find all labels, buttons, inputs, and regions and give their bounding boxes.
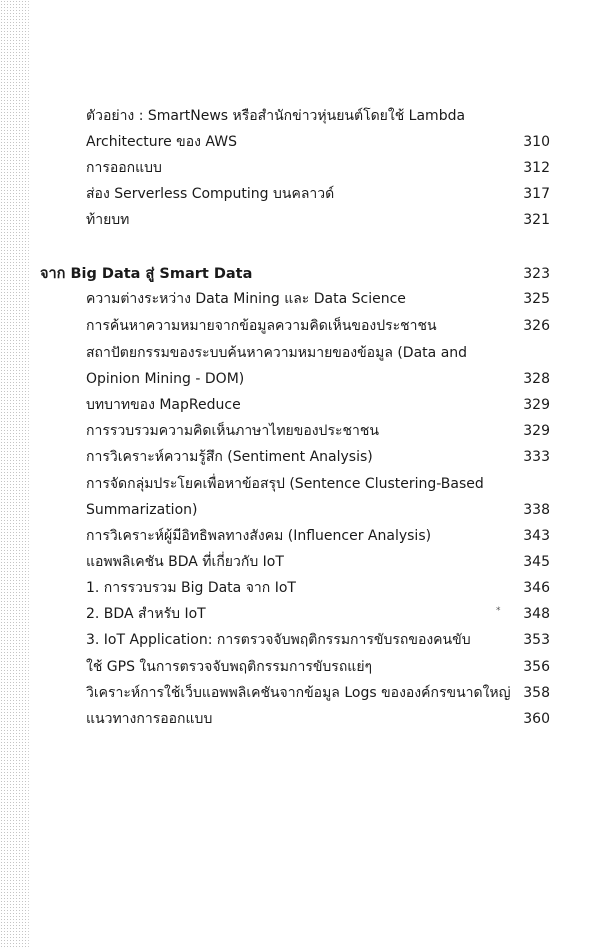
toc-entry — [40, 104, 570, 128]
toc-entry — [40, 655, 570, 679]
toc-entry — [40, 445, 570, 469]
toc-entry — [40, 156, 570, 180]
toc-entry — [40, 182, 570, 206]
toc-entry-page: 333 — [523, 449, 550, 465]
toc-entry-page: 328 — [523, 371, 550, 387]
toc-entry-text: การวิเคราะห์ผู้มีอิทธิพลทางสังคม (Influencer Analysis) — [86, 528, 432, 544]
toc-entry-page: 323 — [523, 266, 550, 282]
toc-entry-text: Architecture ของ AWS — [86, 134, 237, 150]
toc-entry-page: 329 — [523, 423, 550, 439]
toc-entry-page: 358 — [523, 685, 550, 701]
toc-entry-page: 348 — [523, 606, 550, 622]
toc-entry — [40, 367, 570, 391]
toc-entry-page: 343 — [523, 528, 550, 544]
toc-entry — [40, 208, 570, 232]
toc-entry-page: 360 — [523, 711, 550, 727]
toc-entry-text: ท้ายบท — [86, 212, 130, 228]
toc-entry — [40, 602, 570, 626]
toc-entry-text: 2. BDA สำหรับ IoT — [86, 606, 206, 622]
toc-entry — [40, 628, 570, 652]
toc-entry — [40, 130, 570, 154]
toc-entry-text: การค้นหาความหมายจากข้อมูลความคิดเห็นของประชาชน — [86, 318, 437, 334]
page-edge-fade — [26, 0, 40, 949]
toc-entry-page: 310 — [523, 134, 550, 150]
toc-entry-page: 325 — [523, 291, 550, 307]
toc-entry-text: วิเคราะห์การใช้เว็บแอพพลิเคชันจากข้อมูล Logs ขององค์กรขนาดใหญ่ — [86, 685, 511, 701]
toc-entry — [40, 472, 570, 496]
toc-entry-text: บทบาทของ MapReduce — [86, 397, 241, 413]
toc-entry-text: การจัดกลุ่มประโยคเพื่อหาข้อสรุป (Sentence Clustering-Based — [86, 476, 484, 492]
toc-entry — [40, 550, 570, 574]
toc-entry-page: 345 — [523, 554, 550, 570]
toc-entry-page: 326 — [523, 318, 550, 334]
toc-entry-page: 338 — [523, 502, 550, 518]
toc-entry-page: 346 — [523, 580, 550, 596]
toc-entry — [40, 681, 570, 705]
toc-entry-text: แนวทางการออกแบบ — [86, 711, 213, 727]
toc-entry — [40, 287, 570, 311]
toc-entry-text: การวิเคราะห์ความรู้สึก (Sentiment Analysis) — [86, 449, 373, 465]
toc-entry-text: 1. การรวบรวม Big Data จาก IoT — [86, 580, 296, 596]
toc-entry-text: การรวบรวมความคิดเห็นภาษาไทยของประชาชน — [86, 423, 379, 439]
toc-entry-text: ส่อง Serverless Computing บนคลาวด์ — [86, 186, 335, 202]
toc-entry-page: 356 — [523, 659, 550, 675]
toc-entry — [40, 341, 570, 365]
toc-entry-page: 321 — [523, 212, 550, 228]
toc-entry-text: สถาปัตยกรรมของระบบค้นหาความหมายของข้อมูล (Data and — [86, 345, 468, 361]
toc-entry-text: 3. IoT Application: การตรวจจับพฤติกรรมการขับรถของคนขับ — [86, 632, 471, 648]
table-of-contents — [40, 0, 570, 949]
toc-entry — [40, 314, 570, 338]
toc-entry-text: Opinion Mining - DOM) — [86, 371, 245, 387]
scan-speck: * — [496, 606, 501, 616]
toc-entry — [40, 524, 570, 548]
toc-entry-text: แอพพลิเคชัน BDA ที่เกี่ยวกับ IoT — [86, 554, 284, 570]
toc-entry — [40, 576, 570, 600]
toc-entry — [40, 393, 570, 417]
toc-chapter-title: จาก Big Data สู่ Smart Data — [40, 266, 253, 282]
toc-entry-page: 317 — [523, 186, 550, 202]
toc-entry-text: ใช้ GPS ในการตรวจจับพฤติกรรมการขับรถแย่ๆ — [86, 659, 373, 675]
toc-entry-page: 312 — [523, 160, 550, 176]
toc-entry-text: ตัวอย่าง : SmartNews หรือสำนักข่าวหุ่นยนต์โดยใช้ Lambda — [86, 108, 466, 124]
toc-entry-page: 329 — [523, 397, 550, 413]
toc-entry-text: การออกแบบ — [86, 160, 162, 176]
toc-entry-page: 353 — [523, 632, 550, 648]
toc-entry-text: ความต่างระหว่าง Data Mining และ Data Science — [86, 291, 406, 307]
toc-entry — [40, 498, 570, 522]
toc-chapter-heading — [40, 262, 570, 286]
toc-entry — [40, 419, 570, 443]
toc-entry-text: Summarization) — [86, 502, 198, 518]
toc-entry — [40, 707, 570, 731]
